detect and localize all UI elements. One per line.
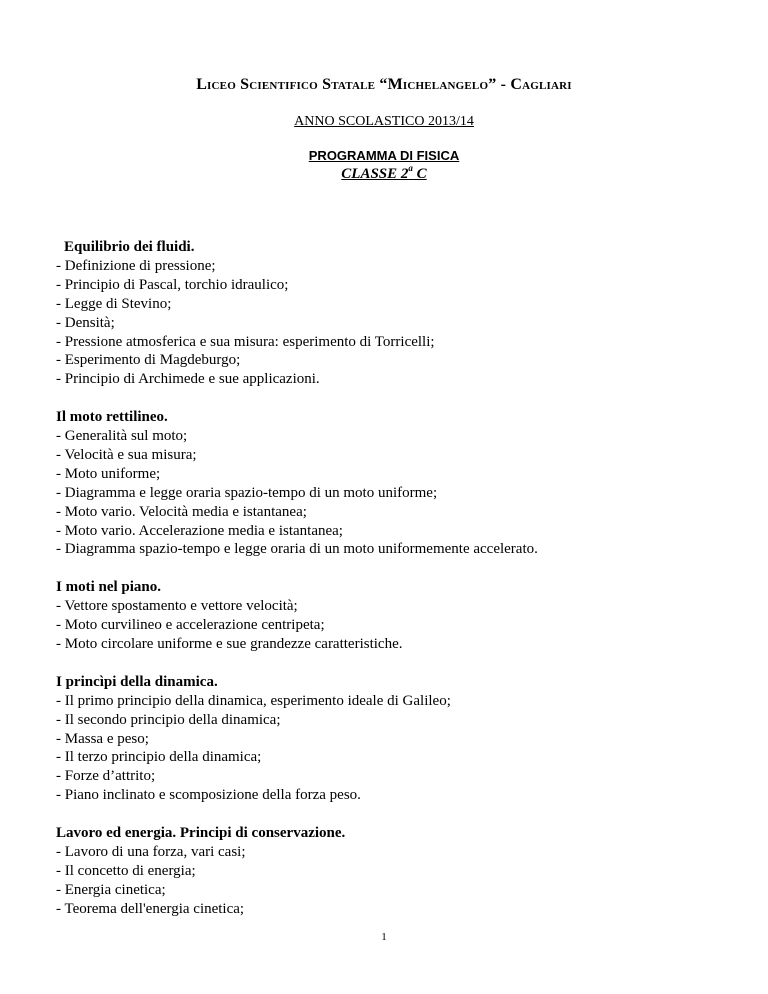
list-item: - Moto vario. Accelerazione media e istantanea; xyxy=(56,522,343,539)
list-item: - Teorema dell'energia cinetica; xyxy=(56,900,245,917)
list-item: - Moto vario. Velocità media e istantanea; xyxy=(56,503,307,520)
list-item: - Vettore spostamento e vettore velocità; xyxy=(56,598,298,615)
list-item: - Principio di Pascal, torchio idraulico; xyxy=(56,276,289,293)
list-item: - Principio di Archimede e sue applicazioni. xyxy=(56,371,320,388)
list-item: - Piano inclinato e scomposizione della forza peso. xyxy=(56,787,361,804)
class-suffix: C xyxy=(412,166,427,182)
list-item: - Forze d’attrito; xyxy=(56,768,156,785)
list-item: - Il secondo principio della dinamica; xyxy=(56,711,281,728)
list-item: - Energia cinetica; xyxy=(56,881,166,898)
list-item: - Moto curvilineo e accelerazione centripeta; xyxy=(56,617,325,634)
list-item: - Velocità e sua misura; xyxy=(56,446,197,463)
list-item: - Pressione atmosferica e sua misura: esperimento di Torricelli; xyxy=(56,333,435,350)
section-dinamica xyxy=(56,673,736,805)
class-superscript: a xyxy=(408,163,413,173)
list-item: - Lavoro di una forza, vari casi; xyxy=(56,843,246,860)
section-title: I moti nel piano. xyxy=(56,579,162,596)
school-title: Liceo Scientifico Statale “Michelangelo” - Cagliari xyxy=(196,76,572,93)
school-year: ANNO SCOLASTICO 2013/14 xyxy=(294,114,474,129)
program-title: PROGRAMMA DI FISICA xyxy=(308,148,460,163)
list-item: - Il terzo principio della dinamica; xyxy=(56,749,262,766)
class-title xyxy=(0,163,768,183)
program-content xyxy=(56,238,736,937)
section-title: Il moto rettilineo. xyxy=(56,409,168,426)
list-item: - Diagramma spazio-tempo e legge oraria di un moto uniformemente accelerato. xyxy=(56,541,538,558)
list-item: - Legge di Stevino; xyxy=(56,295,172,312)
class-prefix: CLASSE 2 xyxy=(341,166,409,182)
list-item: - Moto uniforme; xyxy=(56,465,161,482)
list-item: - Diagramma e legge oraria spazio-tempo di un moto uniforme; xyxy=(56,484,438,501)
section-moto-rettilineo xyxy=(56,408,736,559)
list-item: - Il concetto di energia; xyxy=(56,862,196,879)
list-item: - Il primo principio della dinamica, esperimento ideale di Galileo; xyxy=(56,692,451,709)
list-item: - Massa e peso; xyxy=(56,730,149,747)
section-title: I princìpi della dinamica. xyxy=(56,673,218,690)
section-fluidi xyxy=(56,238,736,389)
list-item: - Moto circolare uniforme e sue grandezze caratteristiche. xyxy=(56,636,403,652)
section-title: Equilibrio dei fluidi. xyxy=(64,239,195,255)
section-title: Lavoro ed energia. Principi di conservazione. xyxy=(56,825,346,842)
section-lavoro-energia xyxy=(56,824,736,919)
list-item: - Definizione di pressione; xyxy=(56,257,216,274)
section-moti-piano xyxy=(56,578,736,654)
list-item: - Densità; xyxy=(56,314,115,331)
list-item: - Esperimento di Magdeburgo; xyxy=(56,352,241,369)
list-item: - Generalità sul moto; xyxy=(56,428,188,445)
page-number: 1 xyxy=(381,931,387,943)
